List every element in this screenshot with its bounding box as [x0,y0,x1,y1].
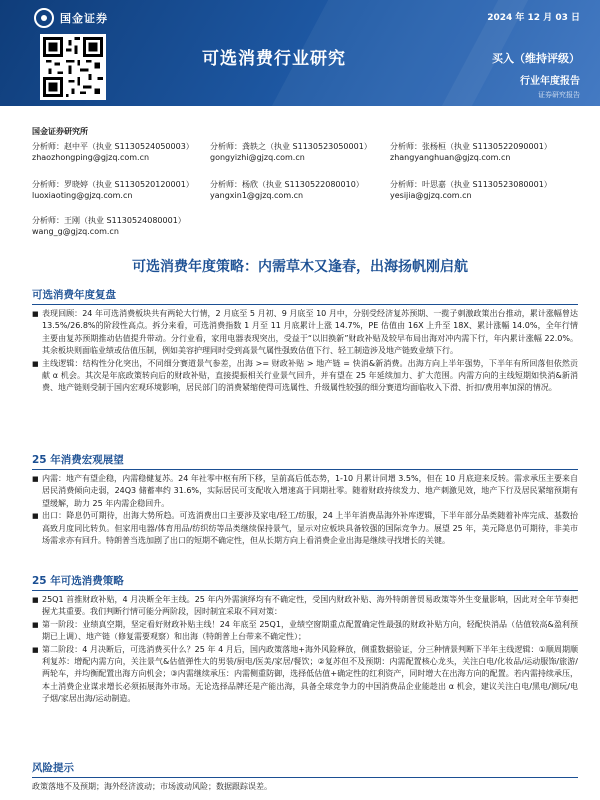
section-review [32,287,578,395]
paragraph-text: 第一阶段：业绩真空期，坚定看好财政补贴主线！24 年底至 25Q1，业绩空窗期重点配置确定性最强的财政补贴方向，轻配快消品（估值较高&盈利预期已上调）、地产链（修复需要观察）和出海（特朗普上台带来不确定性）； [42,619,578,642]
section-title: 25 年消费宏观展望 [32,452,578,470]
report-category-label: 证券研究报告 [538,91,580,99]
paragraph-text: 第二阶段：4 月决断后，可选消费买什么？25 年 4 月后，国内政策落地+海外风险释放，侧重数据验证，分三种情景判断下半年主线逻辑：①顺周期顺利复苏：增配内需方向，关注景气&估值弹性大的男装/厨电/医美/家居/餐饮；②复苏但不及预期：内需配置核心龙头，关注白电/化妆品/运动服饰/旅游/两轮车，并均衡配置出海方向机会；③内需继续承压：内需侧重防御，选择低估值+确定性的红利资产，同时增大在出海方向的配置。若内需持续承压，本土消费企业谋求增长必须拓展海外市场。无论选择品牌还是产能出海，具备全球竞争力的中国消费品企业能趁出 α 机会，建议关注白电/黑电/测玩/电子烟/家居出海/运动制造。 [42,644,578,704]
paragraph [32,619,578,644]
square-bullet-icon: ■ [32,645,39,654]
analyst-entry [32,215,186,237]
analyst-email: yangxin1@gjzq.com.cn [210,191,304,200]
logo-mark-icon [34,8,54,28]
analyst-entry [390,141,552,163]
paragraph-text: 表现回顾：24 年可选消费板块共有两轮大行情，2 月底至 5 月初、9 月底至 10 月中，分别受经济复苏预期、一揽子刺激政策出台推动，累计涨幅曾达 13.5%/26.8%的阶段性高点。拆分来看，可选消费指数 1 月至 11 月底累计上涨 14.7%，PE 估值由 16X 上升至 18X、累计涨幅 14.0%，全年行情主要由复苏预期推动估值提升带动。分行业看，家用电器表现突出，受益于“以旧换新”财政补贴及较早布局出海对冲内需下行，年内累计涨幅 22.0%。其余板块则面临业绩或估值压制，例如美容护理同时受到高景气属性强致估值下行、轻工制造涉及地产链致业绩下行。 [42,309,578,356]
paragraph-text: 内需：地产有望企稳，内需稳健复苏。24 年社零中枢有所下移，呈前高后低态势，1-10 月累计同增 3.5%，但在 10 月底迎来反转。需求承压主要来自居民消费倾向走弱，24Q3 储蓄率约 31.6%，实际居民可支配收入增速高于同期社零。随着财政持续发力、地产刺激见效，地产下行及居民紧缩预期有望缓解，助力 25 年内需企稳回升。 [42,474,578,508]
analyst-email: yesijia@gjzq.com.cn [390,191,472,200]
square-bullet-icon: ■ [32,310,39,318]
analyst-line: 分析师：杨欣（执业 S1130522080010） [210,180,364,189]
square-bullet-icon: ■ [32,475,39,483]
analyst-line: 分析师：龚轶之（执业 S1130523050001） [210,142,372,151]
analyst-email: wang_g@gjzq.com.cn [32,227,119,236]
square-bullet-icon: ■ [32,359,39,368]
section-title: 25 年可选消费策略 [32,573,578,591]
section-risk [32,760,578,793]
report-headline: 可选消费年度策略：内需草木又逢春，出海扬帆刚启航 [132,259,468,275]
paragraph [32,308,578,358]
analyst-line: 分析师：叶思嘉（执业 S1130523080001） [390,180,552,189]
analyst-email: gongyizhi@gjzq.com.cn [210,153,305,162]
square-bullet-icon: ■ [32,620,39,629]
header-banner [0,0,600,106]
page-title: 可选消费行业研究 [202,49,346,69]
paragraph [32,781,578,793]
analyst-email: zhangyanghuan@gjzq.com.cn [390,153,511,162]
section-strategy [32,573,578,706]
qr-code [40,34,106,100]
analyst-entry [32,179,194,201]
paragraph-text: 政策落地不及预期；海外经济波动；市场波动风险；数据跟踪误差。 [32,782,272,791]
qr-code-icon [43,37,103,97]
analyst-entry [210,141,372,163]
paragraph [32,510,578,547]
company-logo [34,8,108,28]
analyst-email: zhaozhongping@gjzq.com.cn [32,153,150,162]
paragraph-text: 主线逻辑：结构性分化突出，不同细分赛道景气参差，出海 >= 财政补贴 > 地产链 = 快消&新消费。出海方向上半年强势，下半年有所回落但依然贡献 α 机会。其次是年底政策转向后的财政补贴，直接提振相关行业景气回升，并有望在 25 年延续加力、扩大范围。内需方向的主线短期如快消&新消费、地产链则受制于国内宏观环境影响，居民部门的消费紧缩使得可选属性、升级属性较强的细分赛道均面临收入下滑、折扣/费用率加深的情况。 [42,358,578,393]
paragraph [32,644,578,706]
rating-label: 买入（维持评级） [492,52,580,65]
analyst-line: 分析师：罗晓婷（执业 S1130520120001） [32,180,194,189]
paragraph-text: 出口：降息仍可期待，出海大势所趋。可选消费出口主要涉及家电/轻工/纺服，24 上半年消费品海外补库逻辑，下半年部分品类随着补库完成、基数抬高致月度同比转负。但家用电器/体育用品/纺织纺等品类继续保持景气，显示对应板块具备较强的国际竞争力。展望 25 年，美元降息仍可期待，非美市场需求亦有回升。特朗普当选加剧了出口的短期不确定性，但从长期方向上看消费企业出海是继续寻找增长的关键。 [42,511,578,546]
analyst-line: 分析师：王刚（执业 S1130524080001） [32,216,186,225]
analyst-line: 分析师：张杨桓（执业 S1130522090001） [390,142,552,151]
paragraph [32,473,578,510]
analyst-line: 分析师：赵中平（执业 S1130524050003） [32,142,194,151]
logo-text: 国金证券 [60,12,108,25]
section-title: 可选消费年度复盘 [32,287,578,305]
report-type-label: 行业年度报告 [520,76,580,87]
paragraph [32,358,578,395]
section-title: 风险提示 [32,760,578,778]
paragraph-text: 25Q1 首推财政补贴，4 月决断全年主线。25 年内外需演绎均有不确定性，受国内财政补贴、海外特朗普贸易政策等外生变量影响，因此对全年节奏把握尤其重要。我们判断行情可能分两阶段，因时制宜采取不同对策： [42,595,578,617]
analyst-entry [32,141,194,163]
analyst-entry [210,179,364,201]
analyst-email: luoxiaoting@gjzq.com.cn [32,191,133,200]
analyst-entry [390,179,552,201]
square-bullet-icon: ■ [32,512,39,521]
paragraph [32,594,578,619]
square-bullet-icon: ■ [32,596,39,604]
section-macro [32,452,578,547]
report-date: 2024 年 12 月 03 日 [487,13,580,23]
institute-name: 国金证券研究所 [32,127,88,136]
